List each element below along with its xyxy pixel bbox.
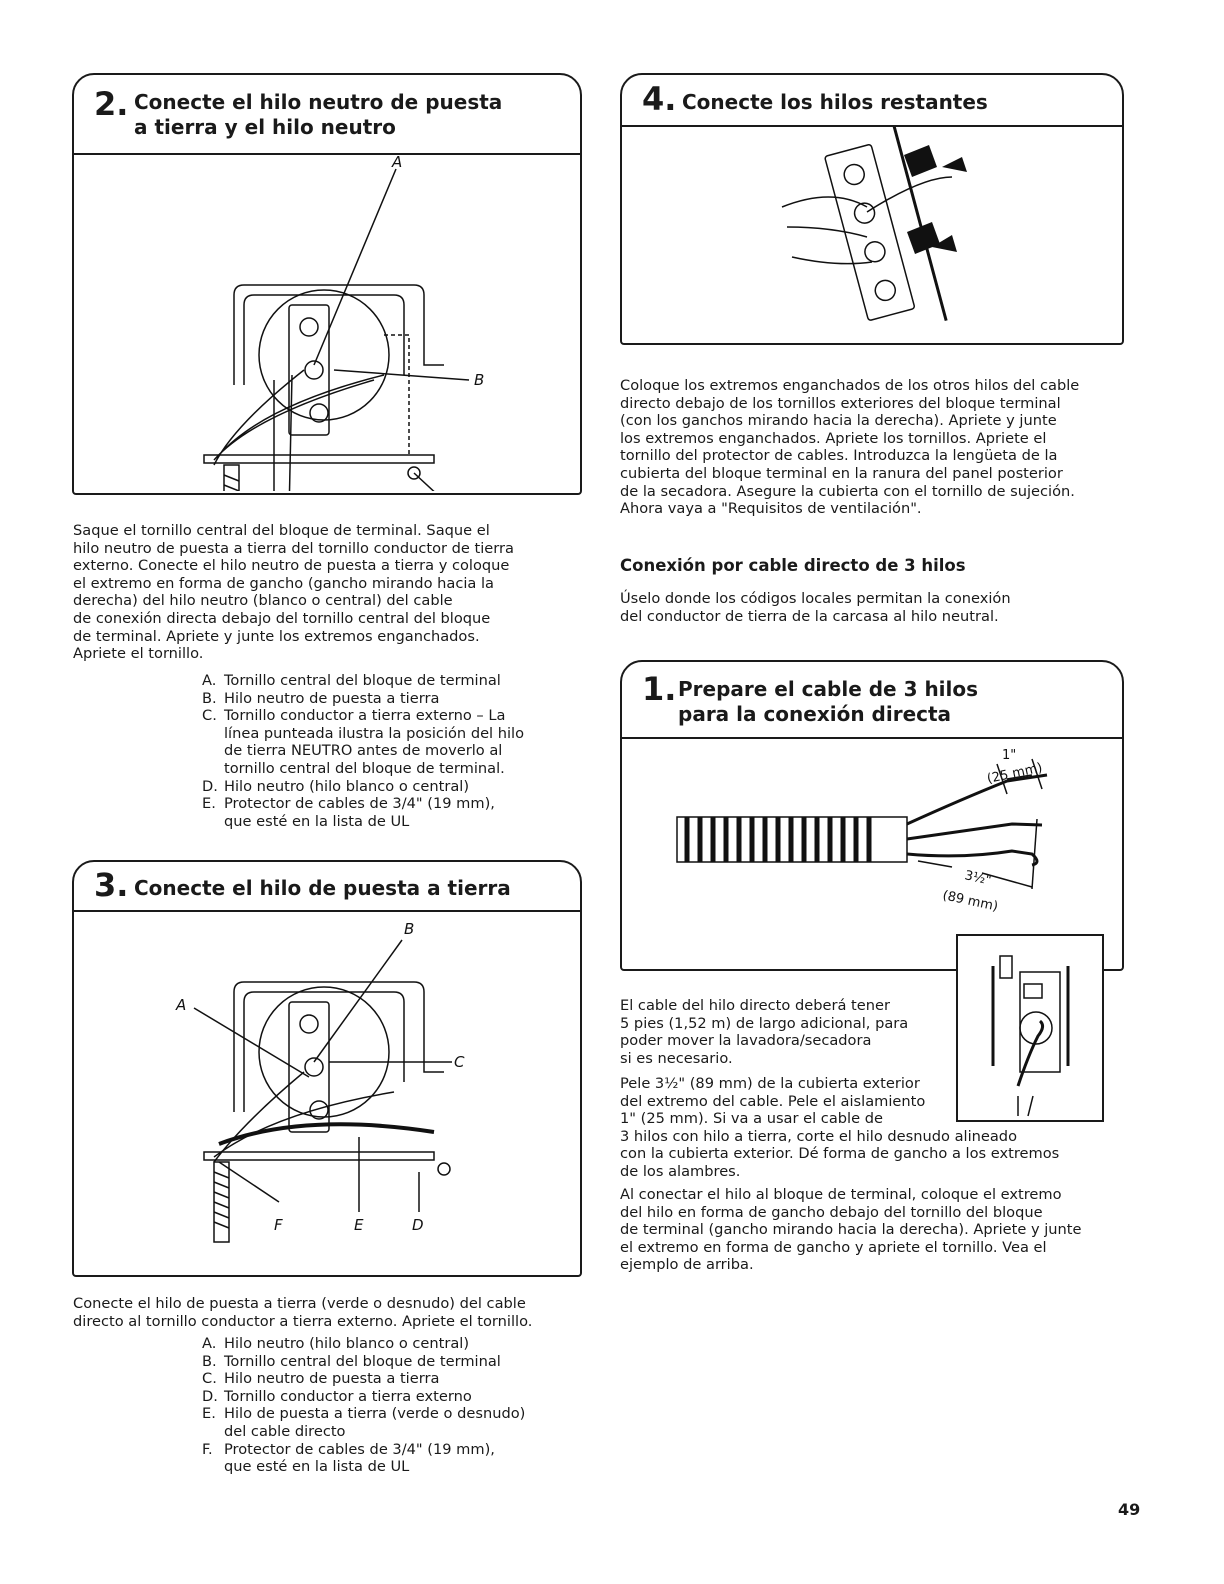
step3-label-b: B [404, 920, 415, 938]
step4-diagram [622, 127, 1122, 341]
legend-text: Tornillo central del bloque de terminal [224, 672, 501, 689]
legend-key: C. [202, 707, 217, 725]
section-3wire-body: Úselo donde los códigos locales permitan la conexión del conductor de tierra de la carcasa al hilo neutral. [620, 590, 1011, 625]
legend-item [202, 778, 572, 796]
step2-diagram [74, 155, 580, 491]
legend-item [202, 1353, 572, 1371]
legend-key: B. [202, 689, 217, 707]
legend-item [202, 1405, 572, 1440]
step2-legend-list [202, 672, 572, 830]
legend-text: Hilo neutro de puesta a tierra [224, 689, 440, 707]
step3-diagram [74, 912, 580, 1272]
step3-title: Conecte el hilo de puesta a tierra [134, 876, 511, 900]
legend-text: Tornillo conductor a tierra externo – La línea punteada ilustra la posición del hilo de tierra NEUTRO antes de moverlo al tornillo central del bloque de terminal. [224, 707, 525, 777]
legend-key: D. [202, 777, 218, 795]
legend-item [202, 1388, 572, 1406]
step1-title-line2: para la conexión directa [678, 702, 952, 726]
step1-panel [620, 660, 1124, 971]
step3-header [74, 862, 580, 912]
legend-key: B. [202, 1352, 217, 1370]
step3-number: 3. [94, 866, 129, 904]
page-number: 49 [1118, 1500, 1141, 1519]
legend-item [202, 1335, 572, 1353]
legend-text: Tornillo conductor a tierra externo [224, 1387, 472, 1405]
step2-label-a: A [392, 155, 403, 171]
step2-header [74, 75, 580, 155]
legend-text: Tornillo central del bloque de terminal [224, 1352, 501, 1370]
step2-label-b: B [474, 371, 485, 389]
legend-text: Hilo neutro de puesta a tierra [224, 1370, 440, 1388]
step3-label-f: F [274, 1216, 283, 1234]
legend-key: F. [202, 1440, 213, 1458]
legend-text: Protector de cables de 3/4" (19 mm), que esté en la lista de UL [224, 1440, 495, 1476]
legend-item [202, 1441, 572, 1476]
step4-title: Conecte los hilos restantes [682, 90, 988, 114]
step1-dim1-mm: (25 mm) [985, 760, 1044, 787]
legend-item [202, 1370, 572, 1388]
section-3wire-heading: Conexión por cable directo de 3 hilos [620, 556, 966, 575]
step4-number: 4. [642, 80, 677, 118]
step1-number: 1. [642, 670, 677, 708]
step3-body: Conecte el hilo de puesta a tierra (verde o desnudo) del cable directo al tornillo conductor a tierra externo. Apriete el tornillo. [73, 1295, 533, 1330]
step3-label-d: D [412, 1216, 424, 1234]
step3-label-c: C [454, 1053, 465, 1071]
step1-header [622, 662, 1122, 739]
step3-label-e: E [354, 1216, 364, 1234]
step2-title-line1: Conecte el hilo neutro de puesta [134, 90, 503, 114]
legend-key: E. [202, 795, 216, 813]
step1-title-line1: Prepare el cable de 3 hilos [678, 677, 979, 701]
step1-body1: El cable del hilo directo deberá tener 5 pies (1,52 m) de largo adicional, para poder mover la lavadora/secadora si es necesario. [620, 997, 909, 1067]
step3-legend-list [202, 1335, 572, 1476]
legend-key: E. [202, 1405, 216, 1423]
step4-body: Coloque los extremos enganchados de los otros hilos del cable directo debajo de los tornillos exteriores del bloque terminal (con los ganchos mirando hacia la derecha). Apriete y junte los extremos enganchados. Apriete los tornillos. Apriete el tornillo del protector de cables. Introduzca la lengüeta de la cubierta del bloque terminal en la ranura del panel posterior de la secadora. Asegure la cubierta con el tornillo de sujeción. Ahora vaya a "Requisitos de ventilación". [620, 377, 1080, 518]
step2-body: Saque el tornillo central del bloque de terminal. Saque el hilo neutro de puesta a tierra del tornillo conductor de tierra externo. Conecte el hilo neutro de puesta a tierra y coloque el extremo en forma de gancho (gancho mirando hacia la derecha) del hilo neutro (blanco o central) del cable de conexión directa debajo del tornillo central del bloque de terminal. Apriete y junte los extremos enganchados. Apriete el tornillo. [73, 522, 514, 663]
legend-item [202, 672, 572, 690]
legend-item [202, 795, 572, 830]
step1-dim2: 3½" [963, 868, 993, 889]
step1-dim1: 1" [1002, 748, 1017, 763]
legend-item [202, 690, 572, 708]
legend-text: Hilo de puesta a tierra (verde o desnudo) del cable directo [224, 1405, 526, 1440]
legend-item [202, 707, 572, 777]
step2-number: 2. [94, 85, 129, 123]
legend-text: Hilo neutro (hilo blanco o central) [224, 777, 470, 795]
step1-dim2-mm: (89 mm) [941, 888, 1000, 915]
step4-header [622, 75, 1122, 127]
legend-text: Protector de cables de 3/4" (19 mm), que esté en la lista de UL [224, 795, 495, 830]
legend-key: A. [202, 672, 217, 689]
legend-key: A. [202, 1335, 217, 1352]
step2-panel [72, 73, 582, 495]
step2-title-line2: a tierra y el hilo neutro [134, 115, 396, 139]
step3-label-a: A [176, 996, 187, 1014]
step1-body3: Al conectar el hilo al bloque de terminal, coloque el extremo del hilo en forma de gancho debajo del tornillo del bloque de terminal (gancho mirando hacia la derecha). Apriete y junte el extremo en forma de gancho y apriete el tornillo. Vea el ejemplo de arriba. [620, 1186, 1082, 1274]
step3-panel [72, 860, 582, 1277]
legend-key: D. [202, 1387, 218, 1405]
legend-key: C. [202, 1370, 217, 1388]
step4-panel [620, 73, 1124, 345]
step1-body2: Pele 3½" (89 mm) de la cubierta exterior del extremo del cable. Pele el aislamiento 1" (25 mm). Si va a usar el cable de 3 hilos con hilo a tierra, corte el hilo desnudo alineado con la cubierta exterior. Dé forma de gancho a los extremos de los alambres. [620, 1075, 1060, 1180]
legend-text: Hilo neutro (hilo blanco o central) [224, 1335, 470, 1352]
